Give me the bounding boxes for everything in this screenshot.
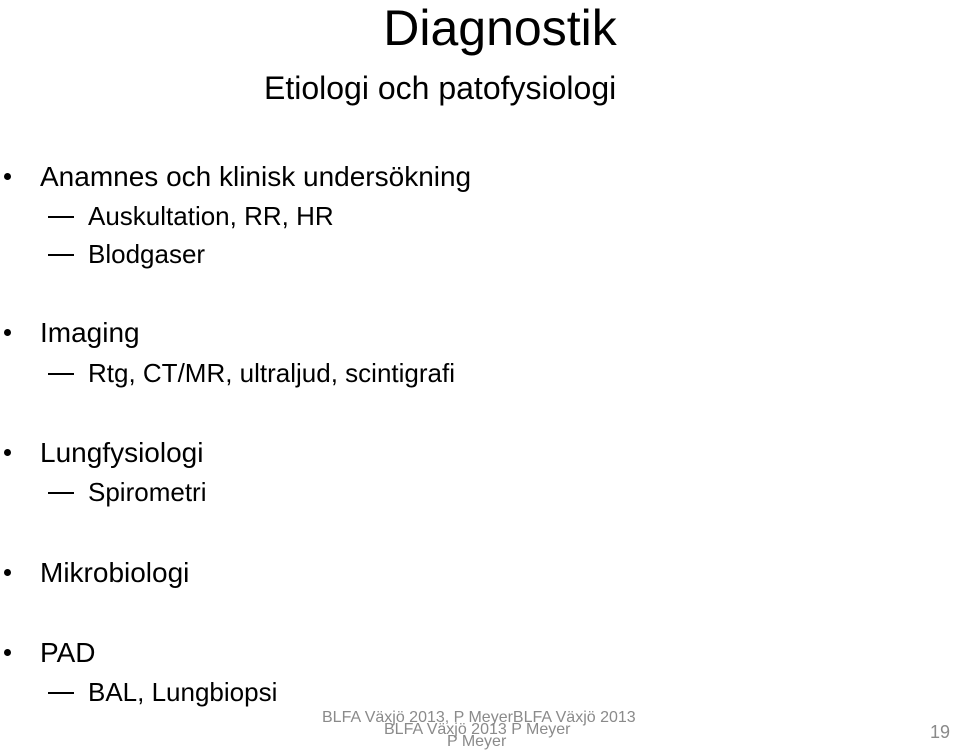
dash-icon [48,373,74,375]
slide-subtitle: Etiologi och patofysiologi [264,70,617,106]
bullet-text: Mikrobiologi [40,557,190,588]
bullet-text: Imaging [40,317,140,348]
sub-bullet-text: Blodgaser [88,239,206,269]
page-number: 19 [930,722,951,742]
footer-text: P Meyer [447,733,507,750]
dash-icon [48,692,74,694]
bullet-dot-icon [4,329,11,336]
bullet-dot-icon [4,649,11,656]
dash-icon [48,492,74,494]
sub-bullet-text: Spirometri [88,477,207,507]
dash-icon [48,216,74,218]
bullet-dot-icon [4,449,11,456]
dash-icon [48,254,74,256]
sub-bullet-text: Auskultation, RR, HR [88,201,334,231]
bullet-text: Lungfysiologi [40,437,204,468]
footer-text: BLFA Växjö 2013 P Meyer [384,721,571,738]
bullet-dot-icon [4,569,11,576]
bullet-text: PAD [40,637,96,668]
bullet-text: Anamnes och klinisk undersökning [40,161,472,192]
sub-bullet-text: BAL, Lungbiopsi [88,677,278,707]
sub-bullet-text: Rtg, CT/MR, ultraljud, scintigrafi [88,358,455,388]
bullet-dot-icon [4,173,11,180]
footer-text: BLFA Växjö 2013, P MeyerBLFA Växjö 2013 [322,709,636,726]
slide-title: Diagnostik [383,0,617,56]
